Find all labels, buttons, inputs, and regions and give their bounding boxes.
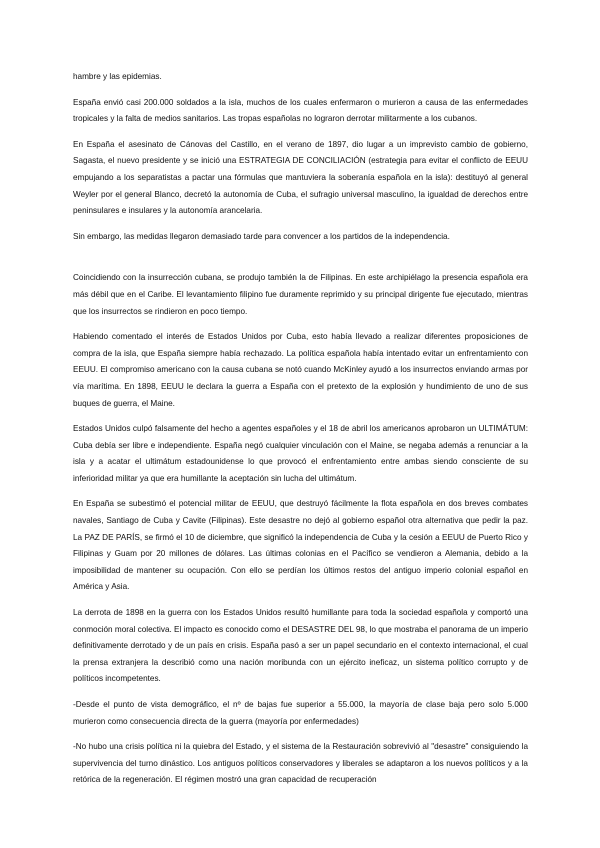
paragraph-crisis-politica: -No hubo una crisis política ni la quiebra del Estado, y el sistema de la Restauración sobrevivió al "desastre" consiguiendo la supervivencia del turno dinástico. Los antiguos políticos conservadores y liberales se adaptaron a los nuevos políticos y a la retórica de la regeneración. El régimen mostró una gran capacidad de recuperación xyxy=(73,742,528,785)
paragraph-desastre-98: La derrota de 1898 en la guerra con los Estados Unidos resultó humillante para toda la sociedad española y comportó una conmoción moral colectiva. El impacto es conocido como el DESASTRE DEL 98, lo que mostraba el panorama de un imperio definitivamente derrotado y de un país en crisis. España pasó a ser un papel secundario en el contexto internacional, el cual la prensa extranjera la describió como una nación moribunda con un ejército ineficaz, un sistema político corrupto y de políticos incompetentes. xyxy=(73,608,528,684)
paragraph-filipinas: Coincidiendo con la insurrección cubana, se produjo también la de Filipinas. En este archipiélago la presencia española era más débil que en el Caribe. El levantamiento filipino fue duramente reprimido y su principal dirigente fue ejecutado, mientras que los insurrectos se rindieron en poco tiempo. xyxy=(73,273,528,316)
paragraph-demografico: -Desde el punto de vista demográfico, el nº de bajas fue superior a 55.000, la mayoría de clase baja pero solo 5.000 murieron como consecuencia directa de la guerra (mayoría por enfermedades) xyxy=(73,700,528,726)
paragraph-hambre: hambre y las epidemias. xyxy=(73,72,162,81)
paragraph-paz-de-paris: En España se subestimó el potencial militar de EEUU, que destruyó fácilmente la flota española en dos breves combates navales, Santiago de Cuba y Cavite (Filipinas). Este desastre no dejó al gobierno español otra alternativa que pedir la paz. La PAZ DE PARÍS, se firmó el 10 de diciembre, que significó la independencia de Cuba y la cesión a EEUU de Puerto Rico y Filipinas y Guam por 20 millones de dólares. Las últimas colonias en el Pacífico se vendieron a Alemania, debido a la imposibilidad de mantener su ocupación. Con ello se perdían los últimos restos del antiguo imperio colonial español en América y Asia. xyxy=(73,499,528,592)
paragraph-interes-eeuu: Habiendo comentado el interés de Estados Unidos por Cuba, esto había llevado a realizar diferentes proposiciones de compra de la isla, que España siempre había rechazado. La política española había intentado evitar un enfrentamiento con EEUU. El compromiso americano con la causa cubana se notó cuando McKinley ayudó a los insurrectos enviando armas por vía marítima. En 1898, EEUU le declara la guerra a España con el pretexto de la explosión y hundimiento de uno de sus buques de guerra, el Maine. xyxy=(73,332,528,408)
document-page xyxy=(73,69,528,789)
paragraph-soldados: España envió casi 200.000 soldados a la isla, muchos de los cuales enfermaron o murieron a causa de las enfermedades tropicales y la falta de medios sanitarios. Las tropas españolas no lograron derrotar militarmente a los cubanos. xyxy=(73,97,528,124)
paragraph-conciliacion: En España el asesinato de Cánovas del Castillo, en el verano de 1897, dio lugar a un imprevisto cambio de gobierno, Sagasta, el nuevo presidente y se inició una ESTRATEGIA DE CONCILIACIÓN (estrategia para evitar el conflicto de EEUU empujando a los separatistas a pactar una fórmulas que mantuviera la soberanía española en la isla): destituyó al general Weyler por el general Blanco, decretó la autonomía de Cuba, el sufragio universal masculino, la igualdad de derechos entre peninsulares e insulares y la autonomía arancelaria. xyxy=(73,139,528,216)
paragraph-ultimatum: Estados Unidos culpó falsamente del hecho a agentes españoles y el 18 de abril los americanos aprobaron un ULTIMÁTUM: Cuba debía ser libre e independiente. España negó cualquier vinculación con el Maine, se negaba además a renunciar a la isla y a acatar el ultimátum estadounidense lo que provocó el enfrentamiento entre ambas siendo consciente de su inferioridad militar ya que era humillante la aceptación sin lucha del ultimátum. xyxy=(73,424,528,483)
paragraph-sin-embargo: Sin embargo, las medidas llegaron demasiado tarde para convencer a los partidos de la independencia. xyxy=(73,231,450,241)
